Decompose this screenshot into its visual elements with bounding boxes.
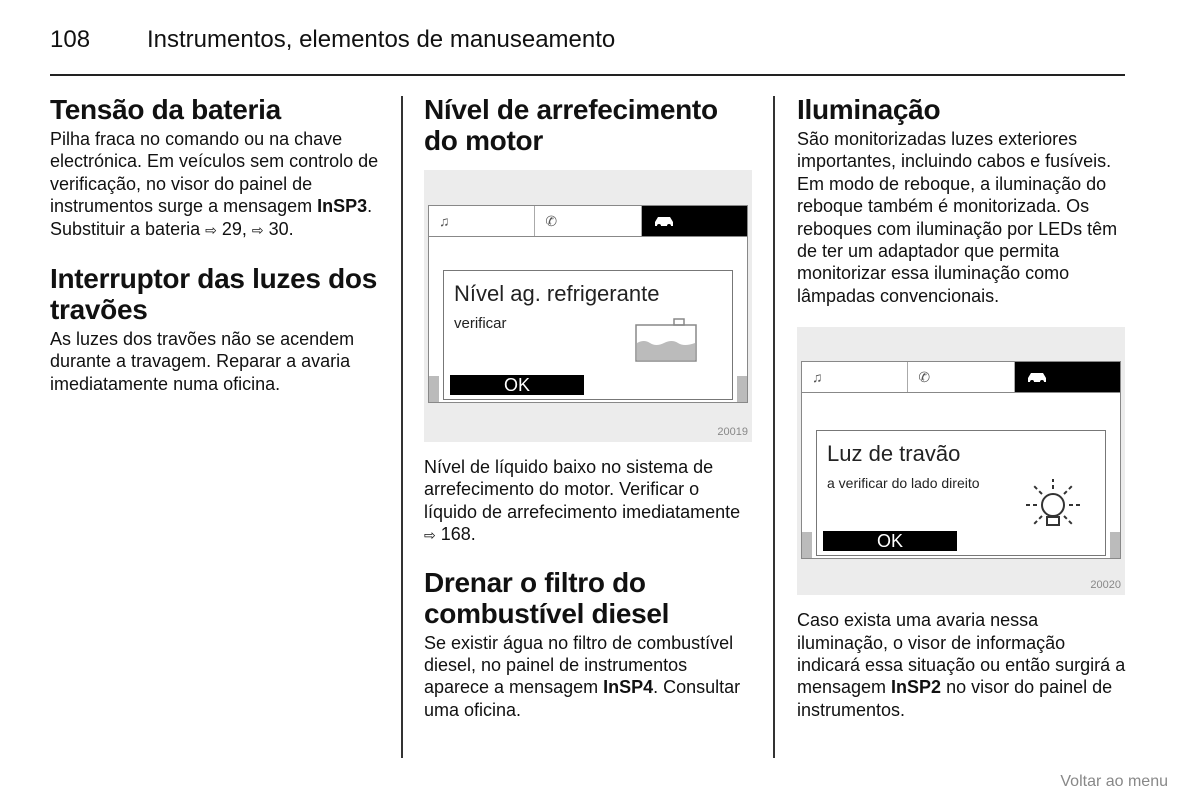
header-rule	[50, 74, 1125, 76]
column-2	[424, 94, 754, 721]
message-box	[816, 430, 1106, 556]
ok-button[interactable]: OK	[823, 531, 957, 551]
message-title: Luz de travão	[827, 441, 961, 467]
section-title: Iluminação	[797, 94, 941, 125]
message-subtitle: a verificar do lado direito	[827, 475, 980, 492]
music-icon: ♫	[802, 362, 908, 392]
section-text: São monitorizadas luzes exteriores importantes, incluindo cabos e fusíveis. Em modo de reboque, a iluminação do reboque também é monitorizada. Os reboques com iluminação por LEDs têm de ter um adaptador que permita monitorizar essa iluminação como lâmpadas convencionais.	[797, 129, 1118, 306]
reference-arrow-icon: ⇨	[424, 527, 436, 544]
coolant-tank-icon	[634, 315, 698, 363]
display-figure	[797, 327, 1125, 595]
display-figure	[424, 170, 752, 442]
display-tabs	[802, 362, 1120, 393]
column-1	[50, 94, 385, 395]
figure-number: 20019	[717, 426, 748, 438]
section-text: Nível de líquido baixo no sistema de arrefecimento do motor. Verificar o líquido de arrefecimento imediatamente ⇨ 168.	[424, 457, 741, 545]
section-title: Drenar o filtro do combustível diesel	[424, 566, 670, 629]
section-title: Interruptor das luzes dos travões	[50, 263, 377, 326]
section-title: Nível de arrefecimento do motor	[424, 94, 718, 156]
page-reference[interactable]: 168	[440, 524, 471, 545]
section-title: Tensão da bateria	[50, 94, 281, 125]
column-3	[797, 94, 1132, 721]
car-icon	[642, 206, 747, 236]
chapter-title: Instrumentos, elementos de manuseamento	[147, 26, 616, 53]
column-divider	[401, 96, 403, 758]
section-text: Se existir água no filtro de combustível diesel, no painel de instrumentos aparece a mensagem InSP4. Consultar uma oficina.	[424, 632, 741, 720]
phone-icon: ✆	[535, 206, 641, 236]
brake-light-icon	[1023, 477, 1083, 533]
message-code: InSP3	[317, 196, 368, 217]
display-tabs	[429, 206, 747, 237]
display-screen	[428, 205, 748, 403]
figure-number: 20020	[1090, 579, 1121, 592]
message-code: InSP2	[891, 677, 942, 698]
page-reference[interactable]: 29	[221, 218, 242, 239]
message-title: Nível ag. refrigerante	[454, 281, 660, 306]
message-code: InSP4	[603, 677, 654, 698]
car-icon	[1015, 362, 1120, 392]
back-to-menu-link[interactable]: Voltar ao menu	[1060, 773, 1168, 790]
message-box	[443, 270, 733, 400]
phone-icon: ✆	[908, 362, 1014, 392]
ok-button[interactable]: OK	[450, 375, 584, 395]
display-screen	[801, 361, 1121, 559]
message-subtitle: verificar	[454, 315, 507, 332]
section-text: Pilha fraca no comando ou na chave electrónica. Em veículos sem controlo de verificação, no visor do painel de instrumentos surge a mensagem InSP3. Substituir a bateria ⇨ 29, ⇨ 30.	[50, 129, 379, 239]
page-number: 108	[50, 26, 91, 53]
page-reference[interactable]: 30	[268, 218, 289, 239]
reference-arrow-icon: ⇨	[251, 221, 264, 238]
page-header	[50, 26, 1125, 76]
music-icon: ♫	[429, 206, 535, 236]
reference-arrow-icon: ⇨	[205, 221, 217, 238]
section-text: As luzes dos travões não se acendem durante a travagem. Reparar a avaria imediatamente numa oficina.	[50, 329, 355, 394]
column-divider	[773, 96, 775, 758]
section-text: Caso exista uma avaria nessa iluminação, o visor de informação indicará essa situação ou então surgirá a mensagem InSP2 no visor do painel de instrumentos.	[797, 610, 1126, 720]
